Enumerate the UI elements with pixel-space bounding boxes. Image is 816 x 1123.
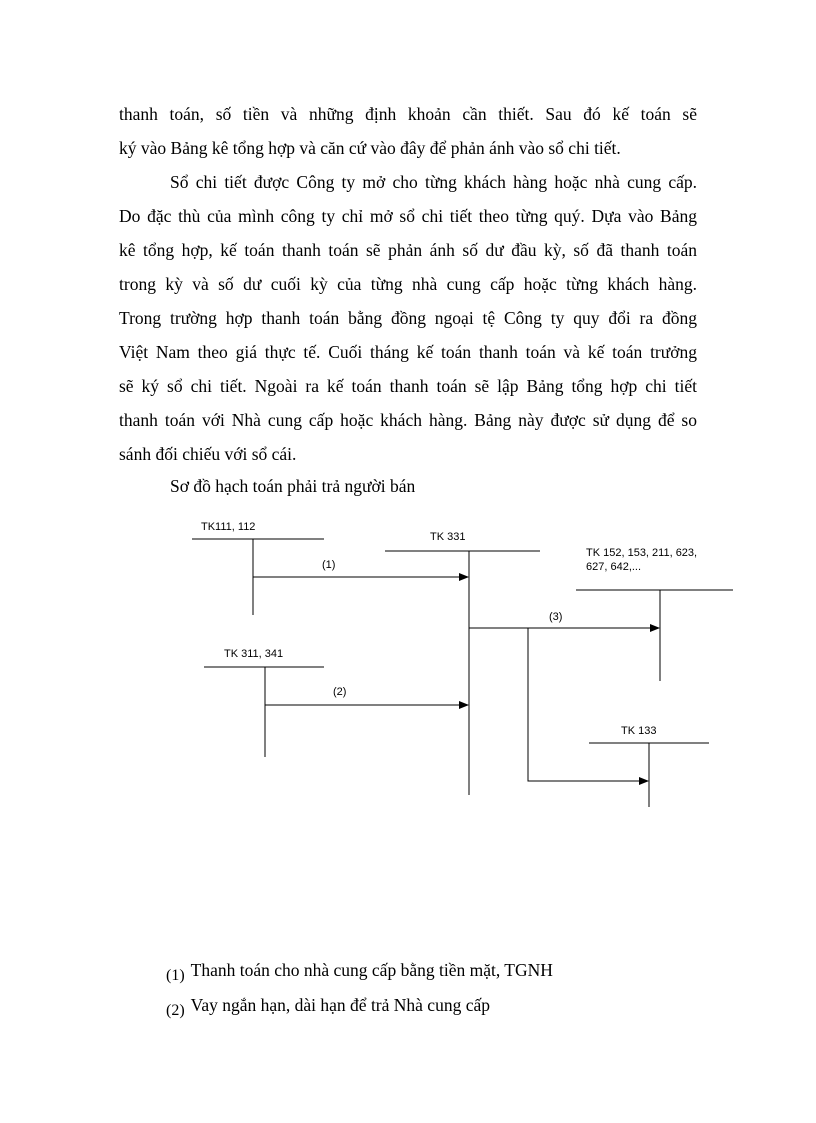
legend-item-1 <box>166 960 553 984</box>
legend-text: Thanh toán cho nhà cung cấp bằng tiền mặt, TGNH <box>190 960 553 980</box>
text-line: trong kỳ và số dư cuối kỳ của từng nhà cung cấp hoặc từng khách hàng. <box>119 274 697 294</box>
arrow-to-tk133 <box>528 628 648 781</box>
legend-text: Vay ngắn hạn, dài hạn để trả Nhà cung cấp <box>190 995 490 1015</box>
legend-number: (1) <box>166 967 185 984</box>
text-line: kê tổng hợp, kế toán thanh toán sẽ phản ánh số dư đầu kỳ, số đã thanh toán <box>119 240 697 260</box>
text-line: thanh toán với Nhà cung cấp hoặc khách hàng. Bảng này được sử dụng để so <box>119 410 697 430</box>
tk111-label: TK111, 112 <box>201 521 256 533</box>
legend-item-2 <box>166 995 490 1019</box>
diagram-caption: Sơ đồ hạch toán phải trả người bán <box>170 476 416 496</box>
arrow-1-label: (1) <box>322 559 336 571</box>
tk331-label: TK 331 <box>430 531 466 543</box>
arrow-3-label: (3) <box>549 611 563 623</box>
text-line: Do đặc thù của mình công ty chỉ mở sổ chi tiết theo từng quý. Dựa vào Bảng <box>119 206 697 226</box>
text-line: sẽ ký sổ chi tiết. Ngoài ra kế toán thanh toán sẽ lập Bảng tổng hợp chi tiết <box>119 376 697 396</box>
tk152-label-line2: 627, 642,... <box>586 561 642 573</box>
text-line: ký vào Bảng kê tổng hợp và căn cứ vào đây để phản ánh vào sổ chi tiết. <box>119 138 621 158</box>
tk152-label-line1: TK 152, 153, 211, 623, <box>586 547 698 559</box>
text-line: Sổ chi tiết được Công ty mở cho từng khách hàng hoặc nhà cung cấp. <box>170 172 697 192</box>
text-line: Trong trường hợp thanh toán bằng đồng ngoại tệ Công ty quy đổi ra đồng <box>119 308 697 328</box>
legend-number: (2) <box>166 1002 185 1019</box>
text-line: Việt Nam theo giá thực tế. Cuối tháng kế toán thanh toán và kế toán trưởng <box>119 342 697 362</box>
text-line: sánh đối chiếu với sổ cái. <box>119 444 297 464</box>
tk133-label: TK 133 <box>621 725 657 737</box>
tk311-label: TK 311, 341 <box>224 648 284 660</box>
arrow-2-label: (2) <box>333 686 347 698</box>
text-line: thanh toán, số tiền và những định khoản cần thiết. Sau đó kế toán sẽ <box>119 104 697 124</box>
